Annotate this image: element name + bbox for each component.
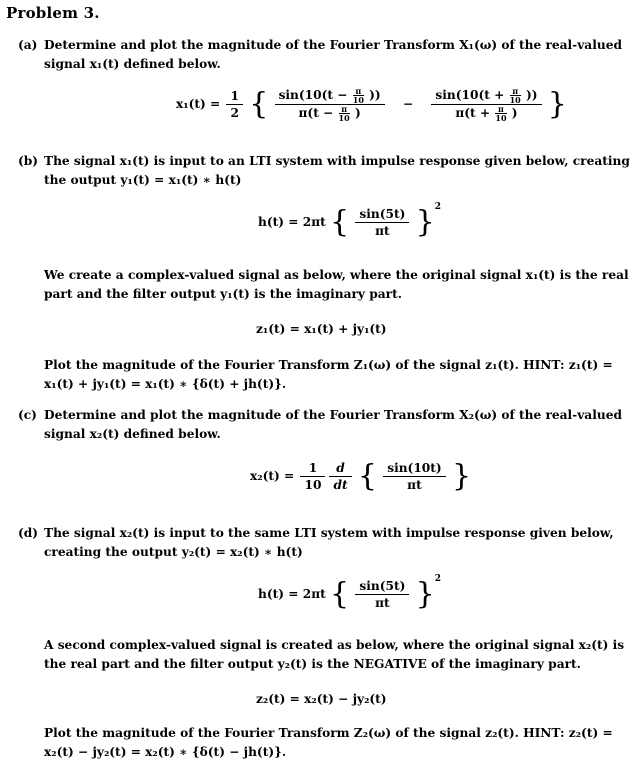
part-d-label: (d) (18, 526, 39, 540)
part-a (18, 36, 630, 74)
h-lhs: h(t) = 2πt (258, 215, 326, 229)
x2-derivative: $\frac{d}{dt}$ (329, 460, 351, 493)
part-b-text-line1: The signal x₁(t) is input to an LTI system with impulse response given below, creating (44, 154, 630, 168)
x1-coefficient: $\frac{1}{2}$ (226, 88, 242, 121)
part-d (18, 524, 630, 562)
equation-x1 (176, 87, 567, 122)
part-d-mid-line2: the real part and the filter output y₂(t) is the NEGATIVE of the imaginary part. (44, 657, 581, 671)
equation-h-b: h(t) = 2πt { $\frac{\sin(5t)}{\pi t}$ }$^2$ (258, 202, 441, 240)
equation-z2: z₂(t) = x₂(t) − jy₂(t) (256, 692, 387, 706)
equation-x2: x₂(t) = $\frac{1}{10}$ $\frac{d}{dt}$ { $\frac{\sin(10t)}{\pi t}$ } (250, 458, 472, 494)
part-b (18, 152, 630, 190)
part-c-text-line1: Determine and plot the magnitude of the Fourier Transform X₂(ω) of the real-valued (44, 408, 622, 422)
x1-lhs: x₁(t) = (176, 97, 221, 111)
h-fraction: $\frac{\sin(5t)}{\pi t}$ (355, 206, 409, 239)
x2-lhs: x₂(t) = (250, 469, 295, 483)
left-brace: { (249, 86, 269, 122)
x1-term1: sin(10(t − $\frac{\pi}{10}$ )) π(t − $\frac{\pi}{10}$ ) (275, 87, 385, 122)
right-brace: } (547, 86, 567, 122)
part-b-text-line2: the output y₁(t) = x₁(t) ∗ h(t) (44, 173, 242, 187)
x1-term2: sin(10(t + $\frac{\pi}{10}$ )) π(t + $\frac{\pi}{10}$ ) (431, 87, 541, 122)
part-b-label: (b) (18, 154, 39, 168)
part-a-text-line2: signal x₁(t) defined below. (44, 57, 221, 71)
part-a-text-line1: Determine and plot the magnitude of the Fourier Transform X₁(ω) of the real-valued (44, 38, 622, 52)
part-d-text-line1: The signal x₂(t) is input to the same LTI system with impulse response given below, (44, 526, 614, 540)
part-d-plot-line1: Plot the magnitude of the Fourier Transform Z₂(ω) of the signal z₂(t). HINT: z₂(t) = (44, 726, 613, 740)
equation-h-d: h(t) = 2πt { $\frac{\sin(5t)}{\pi t}$ }$^2$ (258, 574, 441, 612)
part-d-plot (18, 724, 630, 762)
part-b-plot (18, 356, 630, 394)
part-b-mid-line2: part and the filter output y₁(t) is the imaginary part. (44, 287, 402, 301)
part-b-plot-line2: x₁(t) + jy₁(t) = x₁(t) ∗ {δ(t) + jh(t)}. (44, 377, 287, 391)
part-d-mid-line1: A second complex-valued signal is created as below, where the original signal x₂(t) is (44, 638, 625, 652)
part-c (18, 406, 630, 444)
part-c-text-line2: signal x₂(t) defined below. (44, 427, 221, 441)
problem-title: Problem 3. (6, 4, 100, 22)
part-b-middle (18, 266, 630, 304)
part-a-label: (a) (18, 38, 38, 52)
x2-coefficient: $\frac{1}{10}$ (300, 460, 325, 493)
part-b-mid-line1: We create a complex-valued signal as below, where the original signal x₁(t) is the real (44, 268, 629, 282)
part-d-plot-line2: x₂(t) − jy₂(t) = x₂(t) ∗ {δ(t) − jh(t)}. (44, 745, 287, 759)
equation-z1: z₁(t) = x₁(t) + jy₁(t) (256, 322, 387, 336)
part-b-plot-line1: Plot the magnitude of the Fourier Transform Z₁(ω) of the signal z₁(t). HINT: z₁(t) = (44, 358, 613, 372)
x2-fraction: $\frac{\sin(10t)}{\pi t}$ (383, 460, 445, 493)
h-exponent: 2 (434, 202, 441, 212)
part-c-label: (c) (18, 408, 37, 422)
part-d-middle (18, 636, 630, 674)
part-d-text-line2: creating the output y₂(t) = x₂(t) ∗ h(t) (44, 545, 303, 559)
minus-sign: − (402, 97, 414, 111)
